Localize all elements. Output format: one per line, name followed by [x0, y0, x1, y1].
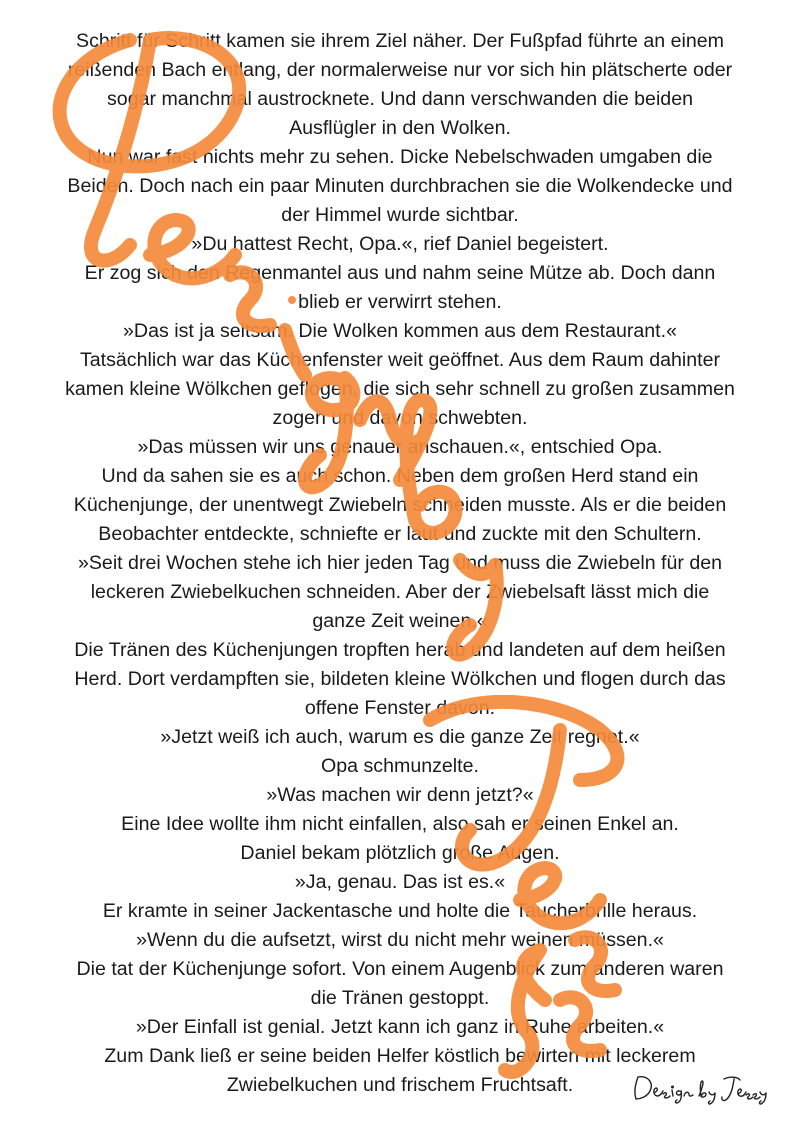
text-line: Küchenjunge, der unentwegt Zwiebeln schneiden musste. Als er die beiden — [73, 494, 727, 516]
text-line: zogen und davon schwebten. — [272, 407, 528, 429]
text-line: Zwiebelkuchen und frischem Fruchtsaft. — [226, 1074, 574, 1096]
text-line: Beobachter entdeckte, schniefte er laut und zuckte mit den Schultern. — [98, 523, 702, 545]
text-line: Er kramte in seiner Jackentasche und holte die Taucherbrille heraus. — [102, 900, 698, 922]
text-line: kamen kleine Wölkchen geflogen, die sich sehr schnell zu großen zusammen — [65, 378, 735, 400]
text-line: »Der Einfall ist genial. Jetzt kann ich ganz in Ruhe arbeiten.« — [135, 1016, 665, 1038]
text-line: Und da sahen sie es auch schon. Neben dem großen Herd stand ein — [101, 465, 699, 487]
text-line: »Wenn du die aufsetzt, wirst du nicht mehr weinen müssen.« — [136, 929, 664, 951]
text-line: Daniel bekam plötzlich große Augen. — [240, 842, 560, 864]
text-line: ganze Zeit weinen.« — [312, 610, 488, 632]
text-line: »Jetzt weiß ich auch, warum es die ganze Zeit regnet.« — [160, 726, 640, 748]
text-line: offene Fenster davon. — [304, 697, 496, 719]
text-line: »Das müssen wir uns genauer anschauen.«, entschied Opa. — [137, 436, 663, 458]
text-line: Zum Dank ließ er seine beiden Helfer köstlich bewirten mit leckerem — [104, 1045, 696, 1067]
story-text — [30, 27, 770, 1100]
text-line: Tatsächlich war das Küchenfenster weit geöffnet. Aus dem Raum dahinter — [79, 349, 721, 371]
text-line: Beiden. Doch nach ein paar Minuten durchbrachen sie die Wolkendecke und — [67, 175, 733, 197]
text-line: Herd. Dort verdampften sie, bildeten kleine Wölkchen und flogen durch das — [74, 668, 726, 690]
text-line: Nun war fast nichts mehr zu sehen. Dicke Nebelschwaden umgaben die — [87, 146, 713, 168]
text-line: »Seit drei Wochen stehe ich hier jeden Tag und muss die Zwiebeln für den — [77, 552, 723, 574]
text-line: »Ja, genau. Das ist es.« — [294, 871, 506, 893]
text-line: Die tat der Küchenjunge sofort. Von einem Augenblick zum anderen waren — [76, 958, 724, 980]
text-line: Ausflügler in den Wolken. — [289, 117, 511, 139]
text-line: die Tränen gestoppt. — [310, 987, 490, 1009]
text-line: Opa schmunzelte. — [321, 755, 479, 777]
text-line: leckeren Zwiebelkuchen schneiden. Aber der Zwiebelsaft lässt mich die — [90, 581, 710, 603]
text-line: sogar manchmal austrocknete. Und dann verschwanden die beiden — [107, 88, 693, 110]
text-line: »Was machen wir denn jetzt?« — [266, 784, 534, 806]
text-line: Eine Idee wollte ihm nicht einfallen, also sah er seinen Enkel an. — [121, 813, 679, 835]
text-line: »Du hattest Recht, Opa.«, rief Daniel begeistert. — [191, 233, 609, 255]
text-line: »Das ist ja seltsam. Die Wolken kommen aus dem Restaurant.« — [123, 320, 677, 342]
text-line: Die Tränen des Küchenjungen tropften herab und landeten auf dem heißen — [74, 639, 726, 661]
text-line: Schritt für Schritt kamen sie ihrem Ziel näher. Der Fußpfad führte an einem — [76, 30, 724, 52]
text-line: der Himmel wurde sichtbar. — [281, 204, 519, 226]
text-line: Er zog sich den Regenmantel aus und nahm seine Mütze ab. Doch dann — [84, 262, 716, 284]
text-line: reißenden Bach entlang, der normalerweise nur vor sich hin plätscherte oder — [67, 59, 733, 81]
text-line: blieb er verwirrt stehen. — [298, 291, 502, 313]
